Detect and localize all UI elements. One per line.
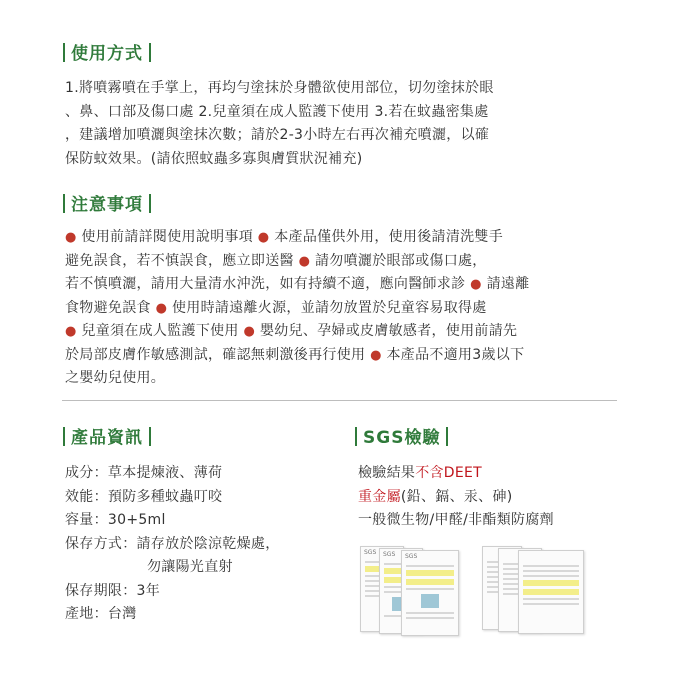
sgs-micro: 一般微生物/甲醛/非酯類防腐劑 — [358, 512, 554, 528]
notes-line-4 — [65, 297, 610, 321]
notes-line-1 — [65, 226, 610, 250]
sgs-report-thumbnail — [518, 550, 584, 634]
bullet-icon: ● — [257, 230, 270, 245]
sgs-report-thumbnail — [401, 550, 459, 636]
note-item-part: 之嬰幼兒使用。 — [65, 370, 166, 386]
note-item-part: 於局部皮膚作敏感測試，確認無刺激後再行使用 — [65, 346, 366, 363]
notes-title: 注意事項 — [71, 195, 143, 215]
usage-line: 、鼻、口部及傷口處 2.兒童須在成人監護下使用 3.若在蚊蟲密集處 — [65, 103, 489, 120]
heading-bar-right — [149, 43, 151, 62]
product-storage: 保存方式：請存放於陰涼乾燥處， — [65, 535, 280, 552]
note-item-part: 請勿噴灑於眼部或傷口處， — [315, 252, 487, 269]
usage-line: 1.將噴霧噴在手掌上，再均勻塗抹於身體欲使用部位，切勿塗抹於眼 — [65, 80, 494, 96]
sgs-metals — [358, 486, 554, 510]
notes-line-6 — [65, 344, 610, 368]
notes-line-2 — [65, 250, 610, 274]
note-item-part: 若不慎噴灑，請用大量清水沖洗，如有持續不適，應向醫師求診 — [65, 276, 466, 292]
usage-heading — [63, 43, 151, 65]
usage-line: ，建議增加噴灑與塗抹次數；請於2-3小時左右再次補充噴灑，以確 — [65, 127, 490, 143]
usage-line: 保防蚊效果。(請依照蚊蟲多寡與膚質狀況補充) — [65, 150, 363, 167]
sgs-result — [358, 462, 554, 486]
notes-text — [65, 226, 610, 391]
sample-photo — [421, 594, 439, 608]
bullet-icon: ● — [243, 324, 256, 339]
product-storage-cont: 勿讓陽光直射 — [147, 559, 233, 575]
product-title: 產品資訊 — [71, 428, 143, 448]
sgs-heading — [355, 427, 448, 449]
notes-line-7 — [65, 367, 610, 391]
bullet-icon: ● — [155, 300, 168, 316]
sgs-result-highlight: 不含DEET — [415, 465, 483, 481]
bullet-icon: ● — [65, 230, 77, 245]
product-info — [65, 462, 280, 627]
product-volume: 容量：30+5ml — [65, 512, 166, 528]
heading-bar-right — [446, 427, 448, 446]
notes-heading — [63, 194, 151, 216]
note-item-part: 嬰幼兒、孕婦或皮膚敏感者，使用前請先 — [259, 323, 518, 339]
note-item: 使用前請詳閱使用說明事項 — [81, 229, 254, 245]
note-item-part: 避免誤食，若不慎誤食，應立即送醫 — [65, 252, 294, 269]
product-origin: 產地：台灣 — [65, 606, 137, 622]
product-heading — [63, 427, 151, 449]
note-item-part: 本產品不適用3歲以下 — [386, 346, 525, 363]
sgs-metals-highlight: 重金屬 — [358, 488, 401, 505]
section-divider — [62, 400, 617, 401]
heading-bar-right — [149, 194, 151, 213]
sgs-metals-rest: (鉛、鎘、汞、砷) — [400, 488, 513, 505]
product-effect: 效能：預防多種蚊蟲叮咬 — [65, 488, 223, 505]
bullet-icon: ● — [370, 347, 382, 363]
note-item-part: 本產品僅供外用，使用後請清洗雙手 — [274, 229, 504, 245]
bullet-icon: ● — [298, 253, 311, 269]
sgs-doc-label: SGS — [383, 551, 396, 558]
sgs-doc-label: SGS — [364, 549, 377, 556]
note-item: 兒童須在成人監護下使用 — [81, 323, 239, 339]
note-item: 使用時請遠離火源，並請勿放置於兒童容易取得處 — [172, 299, 487, 316]
notes-line-5 — [65, 320, 610, 344]
notes-line-3 — [65, 273, 610, 297]
sgs-info — [358, 462, 554, 533]
product-shelf-life: 保存期限：3年 — [65, 582, 161, 599]
sgs-doc-label: SGS — [405, 553, 418, 560]
note-item-part: 請遠離 — [486, 276, 530, 292]
bullet-icon: ● — [65, 324, 77, 339]
sgs-result-prefix: 檢驗結果 — [358, 465, 416, 481]
bullet-icon: ● — [470, 277, 482, 292]
usage-text — [65, 77, 494, 171]
heading-bar-right — [149, 427, 151, 446]
usage-title: 使用方式 — [71, 44, 143, 64]
sgs-title: SGS檢驗 — [363, 428, 441, 448]
product-ingredients: 成分：草本提煉液、薄荷 — [65, 465, 223, 481]
note-item-part: 食物避免誤食 — [65, 299, 151, 316]
